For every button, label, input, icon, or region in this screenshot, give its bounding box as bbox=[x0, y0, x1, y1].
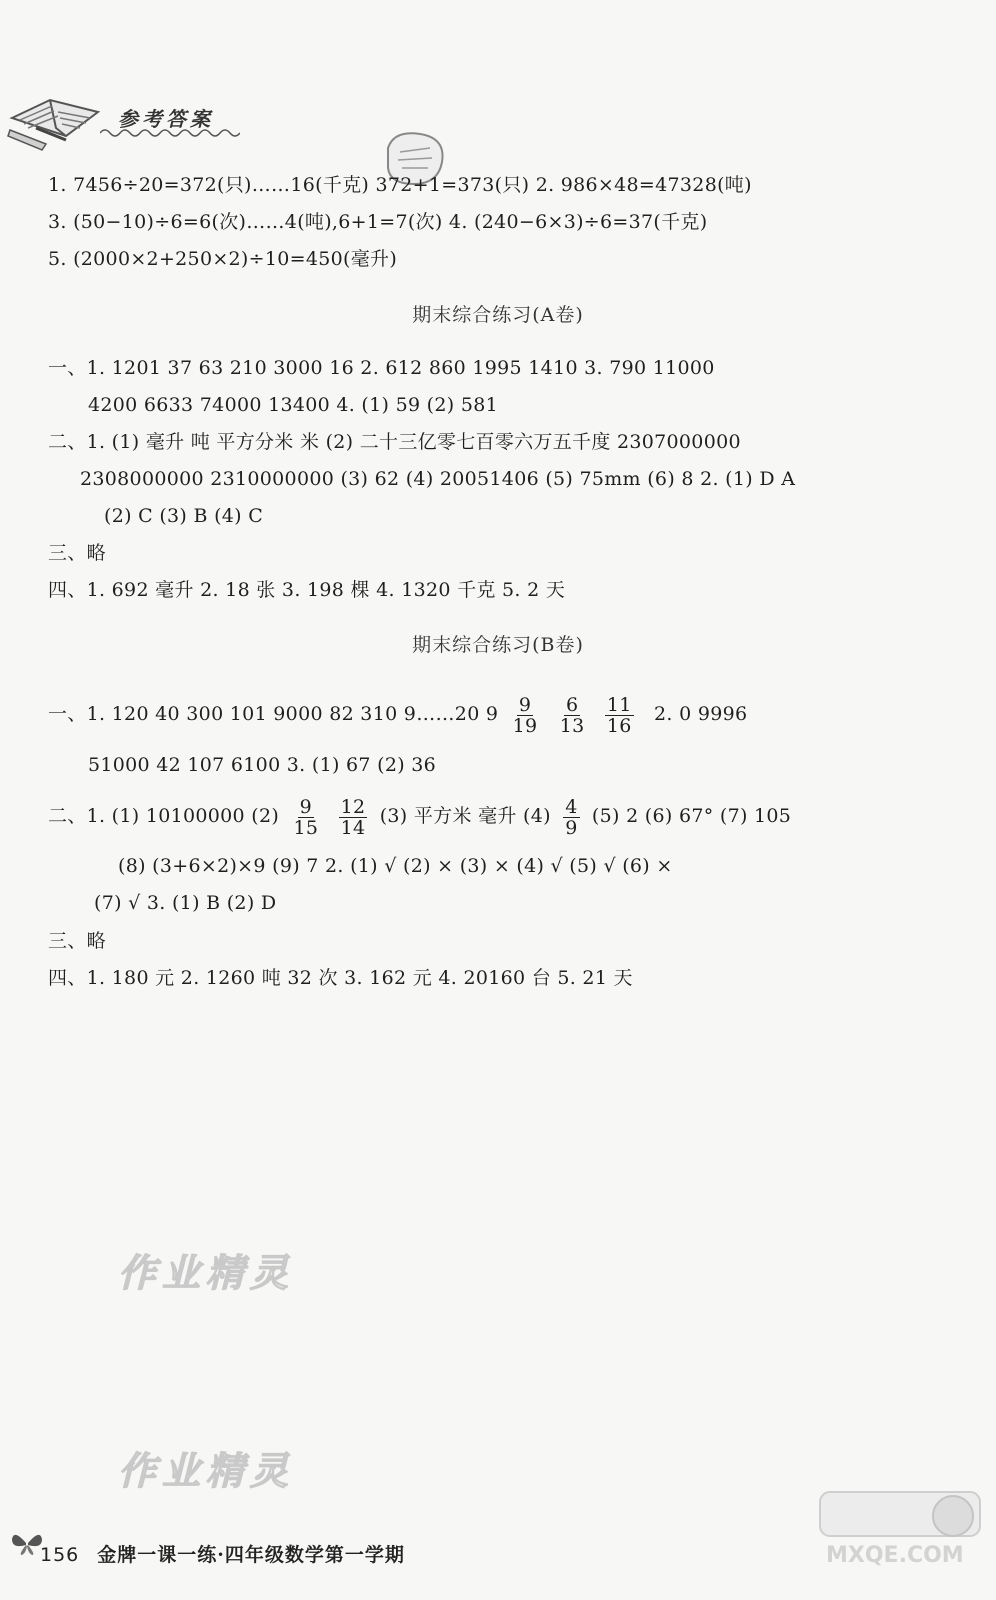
section-b-line-4: (8) (3+6×2)×9 (9) 7 2. (1) √ (2) × (3) × (4) √ (5) √ (6) × bbox=[118, 855, 673, 877]
watermark-1: 作业精灵 bbox=[118, 1250, 295, 1295]
corner-logo-text: MXQE.COM bbox=[826, 1543, 964, 1568]
section-b-line-3 bbox=[48, 790, 791, 842]
section-b-line-3-b: (3) 平方米 毫升 (4) bbox=[379, 805, 551, 827]
butterfly-icon bbox=[10, 1527, 44, 1557]
section-b-line-3-a: 二、1. (1) 10100000 (2) bbox=[48, 805, 280, 827]
answers-heading: 参考答案 bbox=[118, 107, 214, 131]
section-a-title: 期末综合练习(A卷) bbox=[412, 304, 584, 326]
section-a-line-7: 四、1. 692 毫升 2. 18 张 3. 198 棵 4. 1320 千克 5. 2 天 bbox=[48, 579, 566, 601]
section-a-line-3: 二、1. (1) 毫升 吨 平方分米 米 (2) 二十三亿零七百零六万五千度 2307000000 bbox=[48, 431, 741, 453]
section-b-line-2: 51000 42 107 6100 3. (1) 67 (2) 36 bbox=[88, 754, 437, 776]
fraction-12-14: $\frac{12}{14}$ bbox=[340, 795, 366, 839]
book-title: 金牌一课一练·四年级数学第一学期 bbox=[97, 1544, 405, 1566]
section-b-line-3-c: (5) 2 (6) 67° (7) 105 bbox=[591, 805, 792, 827]
page-number: 156 bbox=[40, 1544, 80, 1566]
intro-line-2: 3. (50−10)÷6=6(次)……4(吨),6+1=7(次) 4. (240−6×3)÷6=37(千克) bbox=[48, 211, 708, 233]
section-b-line-7: 四、1. 180 元 2. 1260 吨 32 次 3. 162 元 4. 20160 台 5. 21 天 bbox=[48, 967, 633, 989]
fraction-9-15: $\frac{9}{15}$ bbox=[293, 795, 319, 839]
section-a-line-6: 三、略 bbox=[48, 542, 106, 564]
fraction-11-16: $\frac{11}{16}$ bbox=[606, 693, 632, 737]
fraction-4-9: $\frac{4}{9}$ bbox=[565, 795, 578, 839]
section-b-line-5: (7) √ 3. (1) B (2) D bbox=[94, 892, 277, 914]
section-a-line-1: 一、1. 1201 37 63 210 3000 16 2. 612 860 1995 1410 3. 790 11000 bbox=[48, 357, 715, 379]
section-a-line-2: 4200 6633 74000 13400 4. (1) 59 (2) 581 bbox=[88, 394, 499, 416]
section-a-line-5: (2) C (3) B (4) C bbox=[104, 505, 264, 527]
section-b-line-1-tail: 2. 0 9996 bbox=[654, 703, 748, 725]
fraction-9-19: $\frac{9}{19}$ bbox=[512, 693, 538, 737]
intro-line-1: 1. 7456÷20=372(只)……16(千克) 372+1=373(只) 2. 986×48=47328(吨) bbox=[48, 174, 752, 196]
corner-logo bbox=[818, 1490, 988, 1570]
section-b-title: 期末综合练习(B卷) bbox=[412, 634, 584, 656]
header-wave-decoration bbox=[100, 126, 240, 140]
watermark-2: 作业精灵 bbox=[118, 1448, 295, 1493]
page-footer bbox=[40, 1540, 405, 1567]
intro-line-3: 5. (2000×2+250×2)÷10=450(毫升) bbox=[48, 248, 398, 270]
section-b-line-1-text: 一、1. 120 40 300 101 9000 82 310 9……20 9 bbox=[48, 703, 499, 725]
section-b-line-1 bbox=[48, 688, 747, 740]
section-a-line-4: 2308000000 2310000000 (3) 62 (4) 20051406 (5) 75mm (6) 8 2. (1) D A bbox=[80, 468, 796, 490]
open-book-icon bbox=[6, 78, 106, 154]
section-b-line-6: 三、略 bbox=[48, 930, 106, 952]
fraction-6-13: $\frac{6}{13}$ bbox=[559, 693, 585, 737]
